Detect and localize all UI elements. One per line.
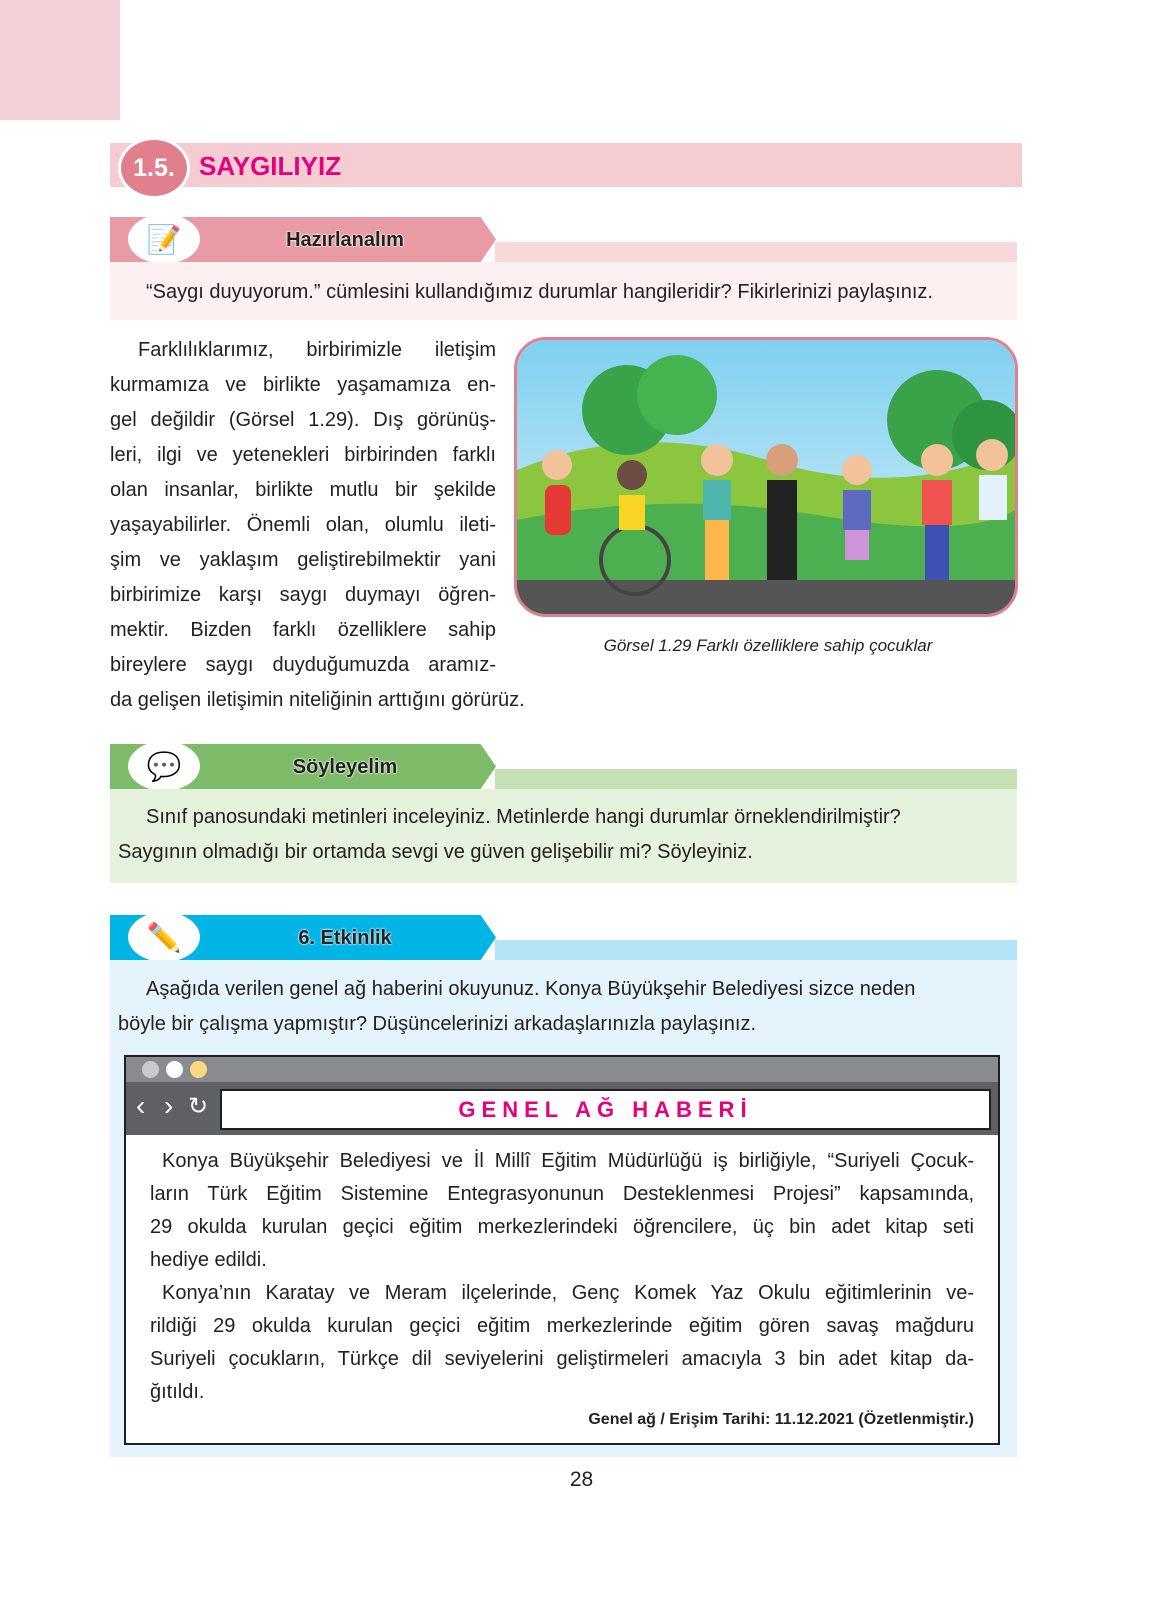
- news-line: ğıtıldı.: [150, 1381, 205, 1403]
- news-article: [126, 1135, 998, 1409]
- news-line: 29 okulda kurulan geçici eğitim merkezlerindeki öğrencilere, üç bin adet kitap seti: [150, 1216, 974, 1238]
- section-title: SAYGILIYIZ: [199, 151, 342, 181]
- browser-titlebar: [126, 1057, 998, 1082]
- address-bar[interactable]: GENEL AĞ HABERİ: [220, 1089, 991, 1130]
- news-source: Genel ağ / Erişim Tarihi: 11.12.2021 (Özetlenmiştir.): [588, 1411, 974, 1428]
- notepad-magnifier-icon: 📝: [128, 214, 200, 264]
- news-line: ların Türk Eğitim Sistemine Entegrasyonunun Desteklenmesi Projesi” kapsamında,: [150, 1183, 974, 1205]
- body-line: da gelişen iletişimin niteliğinin arttığını görürüz.: [110, 689, 525, 711]
- news-line: Suriyeli çocukların, Türkçe dil seviyelerini geliştirmeleri amacıyla 3 bin adet kitap da-: [150, 1348, 974, 1370]
- prepare-question: “Saygı duyuyorum.” cümlesini kullandığımız durumlar hangileridir? Fikirlerinizi paylaşınız.: [146, 281, 933, 303]
- body-line: birbirimize karşı saygı duymayı öğren-: [110, 584, 496, 606]
- prepare-strip: [495, 242, 1017, 262]
- page-number: 28: [569, 1468, 594, 1491]
- body-line: gel değildir (Görsel 1.29). Dış görünüş-: [110, 409, 496, 431]
- body-line: bireylere saygı duyduğumuzda aramız-: [110, 654, 496, 676]
- say-line-1: Sınıf panosundaki metinleri inceleyiniz. Metinlerde hangi durumlar örneklendirilmiştir?: [146, 806, 901, 828]
- section-number-badge: 1.5.: [118, 137, 190, 199]
- body-line: şim ve yaklaşım geliştirebilmektir yani: [110, 549, 496, 571]
- window-dot-yellow[interactable]: [190, 1061, 207, 1078]
- body-line: mektir. Bizden farklı özelliklere sahip: [110, 619, 496, 641]
- news-line: rildiği 29 okulda kurulan geçici eğitim merkezlerinde eğitim gören savaş mağduru: [150, 1315, 974, 1337]
- say-line-2: Saygının olmadığı bir ortamda sevgi ve güven gelişebilir mi? Söyleyiniz.: [118, 841, 753, 863]
- body-line: olan insanlar, birlikte mutlu bir şekilde: [110, 479, 496, 501]
- body-line: kurmamıza ve birlikte yaşamamıza en-: [110, 374, 496, 396]
- figure-caption: Görsel 1.29 Farklı özelliklere sahip çocuklar: [603, 636, 933, 655]
- forward-icon[interactable]: ›: [164, 1090, 174, 1121]
- news-line: hediye edildi.: [150, 1249, 267, 1271]
- children-illustration: [514, 337, 1018, 617]
- corner-decoration: [0, 0, 120, 120]
- activity-strip: [495, 940, 1017, 960]
- say-strip: [495, 769, 1017, 789]
- body-line: Farklılıklarımız, birbirimizle iletişim: [138, 339, 496, 361]
- window-dot-white[interactable]: [166, 1061, 183, 1078]
- activity-label: 6. Etkinlik: [298, 927, 392, 949]
- body-paragraph: [110, 333, 525, 718]
- say-label: Söyleyelim: [292, 756, 398, 778]
- speech-bubble-icon: 💬: [128, 741, 200, 791]
- browser-toolbar: [126, 1082, 998, 1135]
- prepare-box: [110, 262, 1017, 320]
- news-line: Konya Büyükşehir Belediyesi ve İl Millî Eğitim Müdürlüğü iş birliğiyle, “Suriyeli Çocuk-: [162, 1150, 974, 1172]
- browser-window: [124, 1055, 1000, 1445]
- prepare-label: Hazırlanalım: [286, 229, 404, 251]
- activity-line-1: Aşağıda verilen genel ağ haberini okuyunuz. Konya Büyükşehir Belediyesi sizce neden: [146, 978, 916, 1000]
- activity-line-2: böyle bir çalışma yapmıştır? Düşüncelerinizi arkadaşlarınızla paylaşınız.: [118, 1013, 757, 1035]
- body-line: yaşayabilirler. Önemli olan, olumlu ileti-: [110, 514, 496, 536]
- back-icon[interactable]: ‹: [136, 1090, 146, 1121]
- say-box: [110, 789, 1017, 883]
- window-dot-gray[interactable]: [142, 1061, 159, 1078]
- pencil-icon: ✏️: [128, 912, 200, 962]
- reload-icon[interactable]: ↻: [188, 1093, 209, 1120]
- body-line: leri, ilgi ve yetenekleri birbirinden farklı: [110, 444, 496, 466]
- news-line: Konya’nın Karatay ve Meram ilçelerinde, Genç Komek Yaz Okulu eğitimlerinin ve-: [162, 1282, 974, 1304]
